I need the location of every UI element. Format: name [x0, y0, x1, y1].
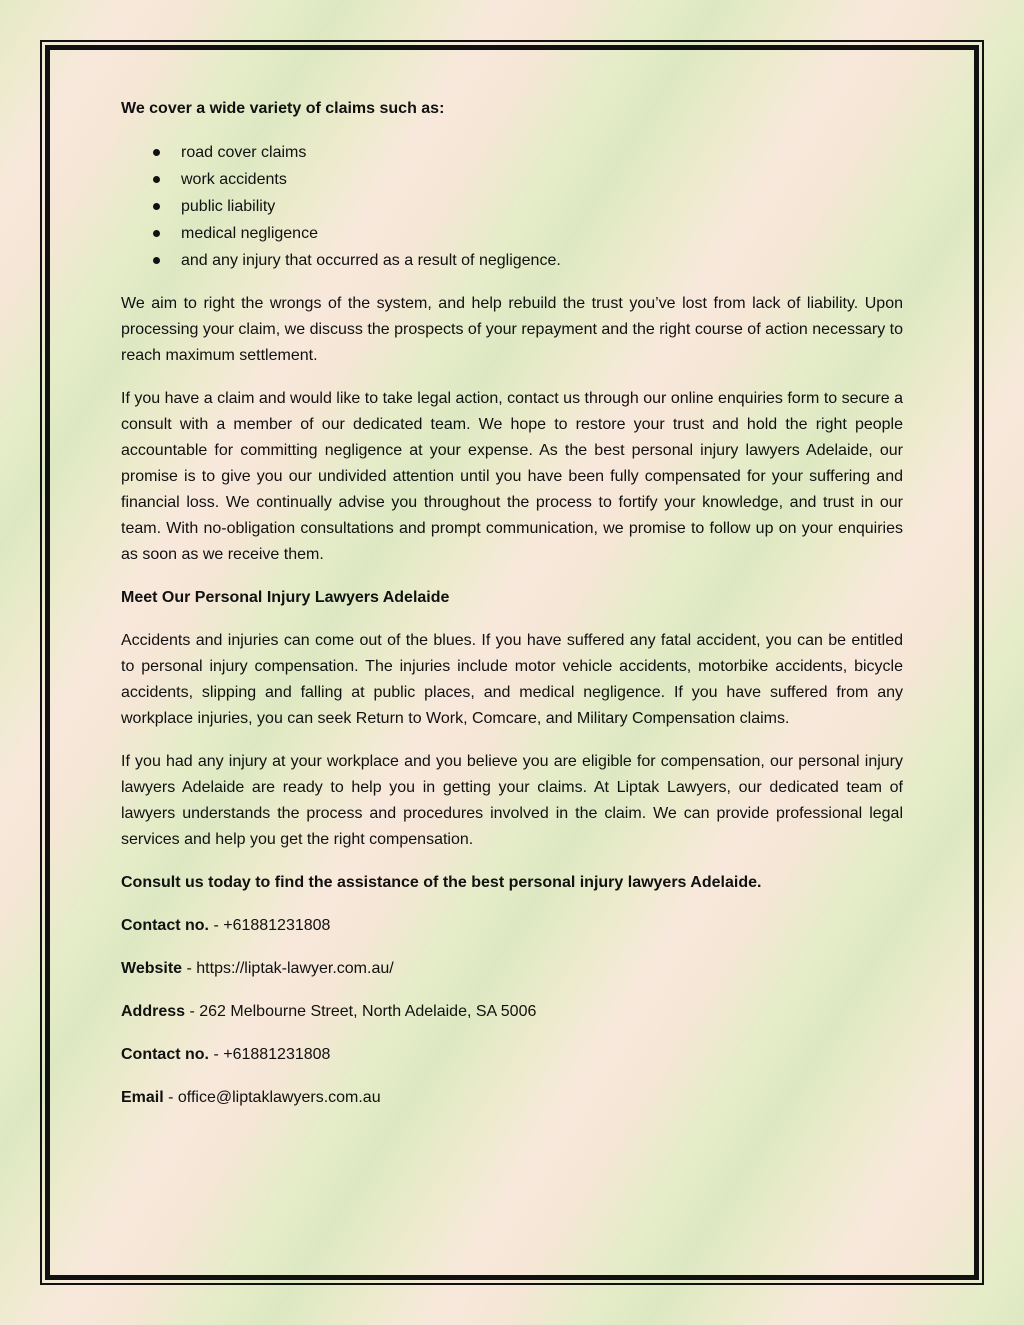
list-item — [121, 247, 903, 274]
contact-phone-value[interactable]: - +61881231808 — [209, 917, 331, 934]
email-line — [121, 1085, 903, 1111]
document-body — [121, 96, 903, 1128]
address-line — [121, 999, 903, 1025]
paragraph-workplace: If you had any injury at your workplace and you believe you are eligible for compensation, our personal injury lawyers Adelaide are ready to help you in getting your claims. At Liptak Lawyers, our dedicated team of lawyers understands the process and procedures involved in the claim. We can provide professional legal services and help you get the right compensation. — [121, 753, 903, 848]
email-value[interactable]: - office@liptaklawyers.com.au — [163, 1089, 381, 1106]
contact-phone-line-2 — [121, 1042, 903, 1068]
address-label: Address — [121, 1003, 186, 1020]
section-heading: Meet Our Personal Injury Lawyers Adelaide — [121, 589, 450, 606]
claims-list — [121, 139, 903, 274]
website-label: Website — [121, 960, 183, 977]
list-item-text: medical negligence — [181, 225, 318, 242]
contact-phone-label-2: Contact no. — [121, 1046, 209, 1063]
email-label: Email — [121, 1089, 164, 1106]
bullet-icon — [153, 176, 160, 183]
list-item — [121, 193, 903, 220]
list-item-text: public liability — [181, 198, 276, 215]
paragraph-mission: We aim to right the wrongs of the system, and help rebuild the trust you’ve lost from lack of liability. Upon processing your claim, we discuss the prospects of your repayment and the right course of action necessary to reach maximum settlement. — [121, 295, 903, 364]
contact-phone-value-2[interactable]: - +61881231808 — [209, 1046, 331, 1063]
website-line — [121, 956, 903, 982]
contact-phone-label: Contact no. — [121, 917, 209, 934]
list-item-text: and any injury that occurred as a result of negligence. — [181, 252, 561, 269]
paragraph-legal-action: If you have a claim and would like to take legal action, contact us through our online enquiries form to secure a consult with a member of our dedicated team. We hope to restore your trust and hold the right people accountable for committing negligence at your expense. As the best personal injury lawyers Adelaide, our promise is to give you our undivided attention until you have been fully compensated for your suffering and financial loss. We continually advise you throughout the process to fortify your knowledge, and trust in our team. With no-obligation consultations and prompt communication, we promise to follow up on your enquiries as soon as we receive them. — [121, 390, 903, 563]
list-item — [121, 139, 903, 166]
bullet-icon — [153, 149, 160, 156]
list-item-text: work accidents — [181, 171, 287, 188]
bullet-icon — [153, 257, 160, 264]
call-to-action: Consult us today to find the assistance of the best personal injury lawyers Adelaide. — [121, 874, 762, 891]
bullet-icon — [153, 203, 160, 210]
list-item-text: road cover claims — [181, 144, 307, 161]
claims-heading: We cover a wide variety of claims such as: — [121, 100, 445, 117]
list-item — [121, 166, 903, 193]
website-value[interactable]: - https://liptak-lawyer.com.au/ — [182, 960, 394, 977]
list-item — [121, 220, 903, 247]
address-value: - 262 Melbourne Street, North Adelaide, SA 5006 — [185, 1003, 537, 1020]
bullet-icon — [153, 230, 160, 237]
contact-phone-line — [121, 913, 903, 939]
paragraph-accidents: Accidents and injuries can come out of the blues. If you have suffered any fatal accident, you can be entitled to personal injury compensation. The injuries include motor vehicle accidents, motorbike accidents, bicycle accidents, slipping and falling at public places, and medical negligence. If you have suffered from any workplace injuries, you can seek Return to Work, Comcare, and Military Compensation claims. — [121, 632, 903, 727]
